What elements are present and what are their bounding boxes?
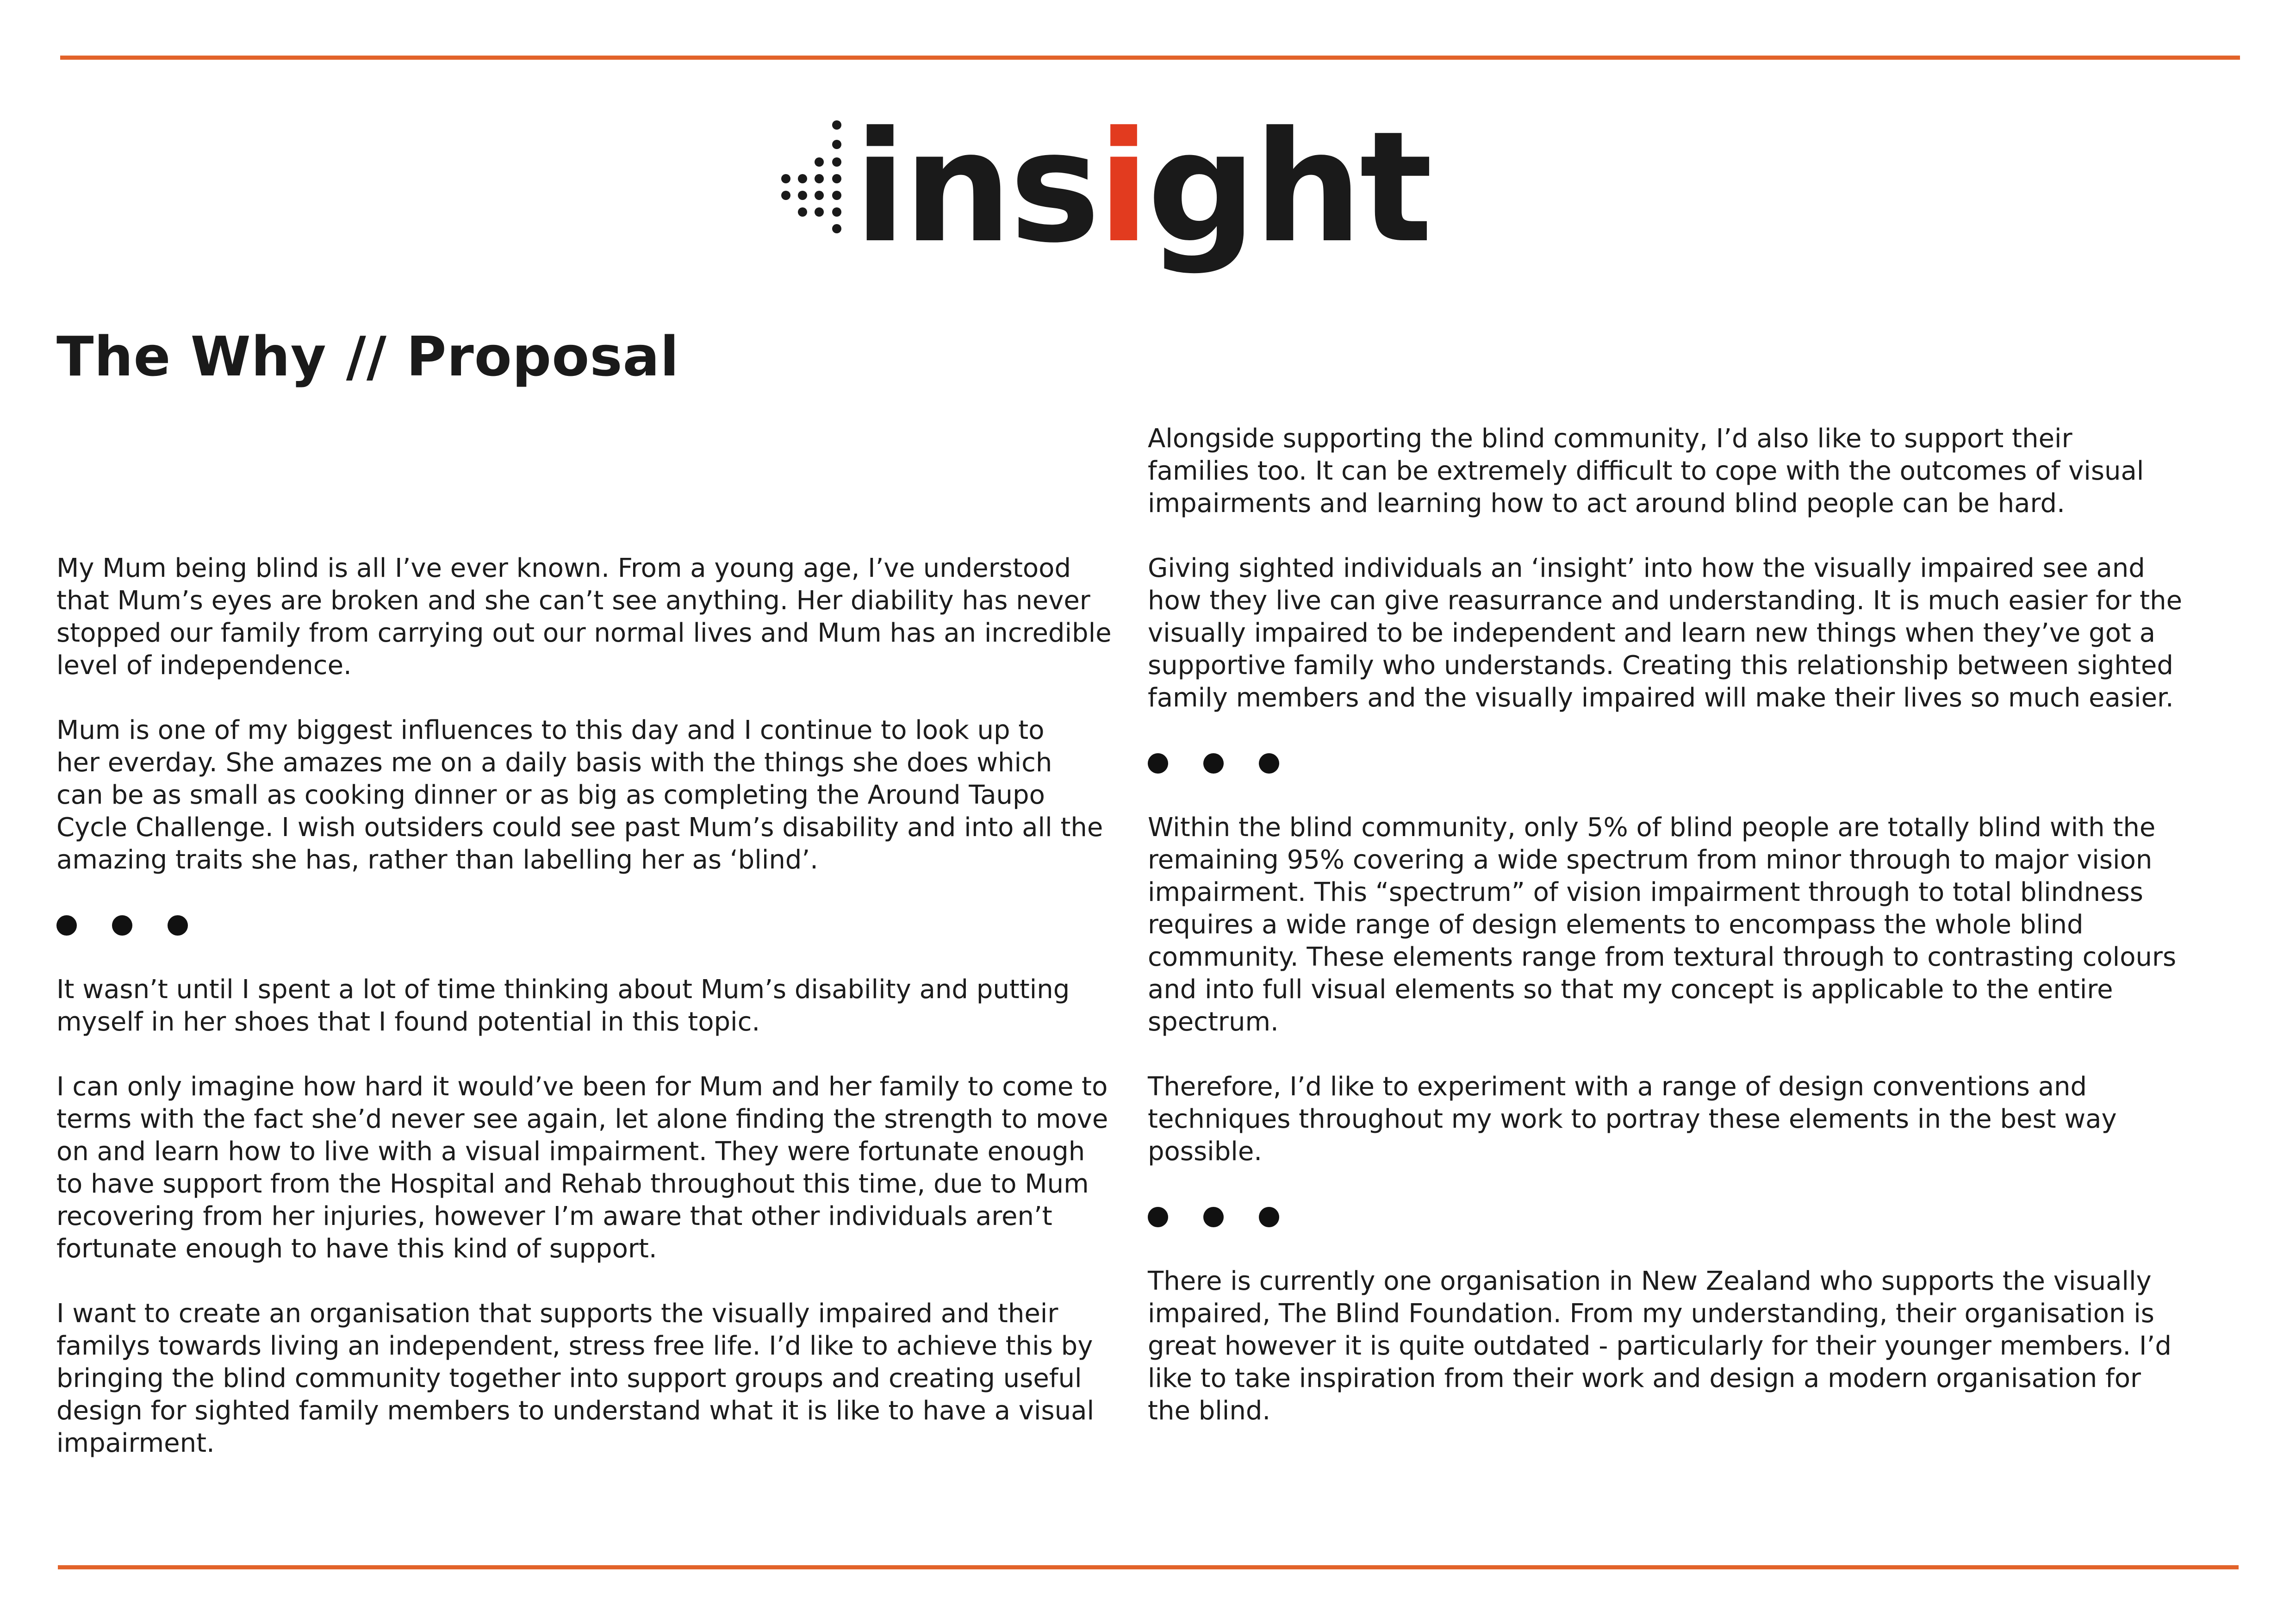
bottom-orange-rule	[58, 1565, 2239, 1569]
right-paragraph-1: Alongside supporting the blind community, I’d also like to support their families too. It can be extremely difficult to cope with the outcomes of visual impairments and learning how to act around blind people can be hard.	[1148, 424, 2144, 518]
dot-separator	[1148, 1200, 2268, 1233]
left-paragraph-2: Mum is one of my biggest influences to this day and I continue to look up to her everday. She amazes me on a daily basis with the things she does which can be as small as cooking dinner or as big as completing the Around Taupo Cycle Challenge. I wish outsiders could see past Mum’s disability and into all the amazing traits she has, rather than labelling her as ‘blind’.	[56, 715, 1103, 875]
right-paragraph-5: There is currently one organisation in New Zealand who supports the visually impaired, The Blind Foundation. From my understanding, their organisation is great however it is quite outdated - particularly for their younger members. I’d like to take inspiration from their work and design a modern organisation for the blind.	[1148, 1266, 2172, 1426]
top-orange-rule	[60, 56, 2240, 60]
page-title: The Why // Proposal	[56, 325, 679, 388]
left-column	[56, 552, 1139, 1492]
dot-separator	[56, 909, 1139, 941]
braille-dots-icon	[778, 120, 861, 259]
logo-text-suffix: ght	[1147, 99, 1430, 276]
left-paragraph-3: It wasn’t until I spent a lot of time thinking about Mum’s disability and putting myself in her shoes that I found potential in this topic.	[56, 974, 1070, 1037]
insight-logo	[778, 99, 1444, 287]
left-paragraph-5: I want to create an organisation that supports the visually impaired and their familys towards living an independent, stress free life. I’d like to achieve this by bringing the blind community together into support groups and creating useful design for sighted family members to understand what it is like to have a visual impairment.	[56, 1299, 1095, 1458]
right-paragraph-3: Within the blind community, only 5% of blind people are totally blind with the remaining 95% covering a wide spectrum from minor through to major vision impairment. This “spectrum” of vision impairment through to total blindness requires a wide range of design elements to encompass the whole blind community. These elements range from textural through to contrasting colours and into full visual elements so that my concept is applicable to the entire spectrum.	[1148, 812, 2177, 1037]
left-paragraph-1: My Mum being blind is all I’ve ever known. From a young age, I’ve understood that Mum’s eyes are broken and she can’t see anything. Her diability has never stopped our family from carrying out our normal lives and Mum has an incredible level of independence.	[56, 553, 1112, 681]
right-paragraph-2: Giving sighted individuals an ‘insight’ into how the visually impaired see and how they live can give reasurrance and understanding. It is much easier for the visually impaired to be independent and learn new things when they’ve got a supportive family who understands. Creating this relationship between sighted family members and the visually impaired will make their lives so much easier.	[1148, 553, 2183, 713]
left-paragraph-4: I can only imagine how hard it would’ve been for Mum and her family to come to terms with the fact she’d never see again, let alone finding the strength to move on and learn how to live with a visual impairment. They were fortunate enough to have support from the Hospital and Rehab throughout this time, due to Mum recovering from her injuries, however I’m aware that other individuals aren’t fortunate enough to have this kind of support.	[56, 1072, 1108, 1264]
logo-wordmark	[854, 99, 1430, 276]
right-column	[1148, 423, 2268, 1460]
right-paragraph-4: Therefore, I’d like to experiment with a range of design conventions and techniques throughout my work to portray these elements in the best way possible.	[1148, 1072, 2117, 1167]
dot-separator	[1148, 747, 2268, 779]
logo-text-prefix: ins	[854, 99, 1098, 276]
logo-accent-letter: i	[1097, 99, 1147, 276]
